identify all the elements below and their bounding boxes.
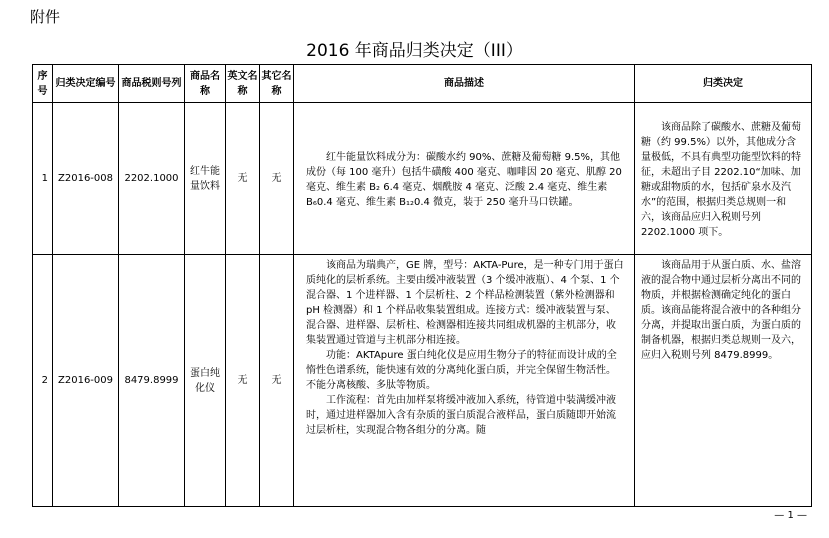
decision-number: Z2016-008 <box>53 103 119 255</box>
tariff-number: 8479.8999 <box>119 255 185 507</box>
page-number: — 1 — <box>774 510 807 521</box>
product-name: 蛋白纯化仪 <box>185 255 226 507</box>
col-header-other-name: 其它名称 <box>260 65 294 103</box>
table-row <box>33 255 812 507</box>
classification-decision <box>635 255 812 507</box>
decision-paragraph: 该商品除了碳酸水、蔗糖及葡萄糖（约 99.5%）以外，其他成分含量极低，不具有典型功能型饮料的特征，未超出子目 2202.10“加味、加糖或甜物质的水，包括矿泉水及汽水”的范围，根据归类总规则一和六，该商品应归入税则号列 2202.1000 项下。 <box>641 121 801 238</box>
document-title: 2016 年商品归类决定（III） <box>306 41 523 61</box>
attachment-label: 附件 <box>30 8 61 26</box>
col-header-tariff-no: 商品税则号列 <box>119 65 185 103</box>
decision-paragraph: 该商品用于从蛋白质、水、盐溶液的混合物中通过层析分离出不同的物质，并根据检测确定纯化的蛋白质。该商品能将混合液中的各种组分分离，并提取出蛋白质，为蛋白质的制备机器，根据归类总规则一及六，应归入税则号列 8479.8999。 <box>641 260 801 361</box>
col-header-index: 序号 <box>33 65 53 103</box>
table-header-row <box>33 65 812 103</box>
row-index: 2 <box>33 255 53 507</box>
classification-decision <box>635 103 812 255</box>
english-name: 无 <box>226 103 260 255</box>
product-description <box>294 255 635 507</box>
col-header-english-name: 英文名称 <box>226 65 260 103</box>
row-index: 1 <box>33 103 53 255</box>
col-header-name: 商品名称 <box>185 65 226 103</box>
description-paragraph: 工作流程：首先由加样泵将缓冲液加入系统，待管道中装满缓冲液时，通过进样器加入含有杂质的蛋白质混合液样品，蛋白质随即开始流过层析柱，实现混合物各组分的分离。随 <box>306 395 616 436</box>
classification-table <box>32 64 812 507</box>
description-paragraph: 功能：AKTApure 蛋白纯化仪是应用生物分子的特征而设计成的全惰性色谱系统，能快速有效的分离纯化蛋白质，并完全保留生物活性。不能分离核酸、多肽等物质。 <box>306 350 617 391</box>
product-description <box>294 103 635 255</box>
english-name: 无 <box>226 255 260 507</box>
col-header-decision-no: 归类决定编号 <box>53 65 119 103</box>
col-header-decision: 归类决定 <box>635 65 812 103</box>
decision-number: Z2016-009 <box>53 255 119 507</box>
description-paragraph: 该商品为瑞典产，GE 牌，型号：AKTA-Pure，是一种专门用于蛋白质纯化的层析系统。主要由缓冲液装置（3 个缓冲液瓶）、4 个泵、1 个混合器、1 个进样器、1 个层析柱、2 个样品检测装置（紫外检测器和 pH 检测器）和 1 个样品收集装置组成。连接方式：缓冲液装置与泵、混合器、进样器、层析柱、检测器相连接共同组成机器的主机部分，收集装置通过管道与主机部分相连接。 <box>306 260 624 346</box>
other-name: 无 <box>260 103 294 255</box>
col-header-description: 商品描述 <box>294 65 635 103</box>
product-name: 红牛能量饮料 <box>185 103 226 255</box>
description-paragraph: 红牛能量饮料成分为：碳酸水约 90%、蔗糖及葡萄糖 9.5%，其他成份（每 100 毫升）包括牛磺酸 400 毫克、咖啡因 20 毫克、肌醇 20 毫克、维生素 B₂ 6.4 毫克、烟酰胺 4 毫克、泛酸 2.4 毫克、维生素 B₆0.4 毫克、维生素 B₁₂0.4 微克，装于 250 毫升马口铁罐。 <box>306 151 622 208</box>
other-name: 无 <box>260 255 294 507</box>
tariff-number: 2202.1000 <box>119 103 185 255</box>
description-clip <box>306 258 625 504</box>
table-row <box>33 103 812 255</box>
